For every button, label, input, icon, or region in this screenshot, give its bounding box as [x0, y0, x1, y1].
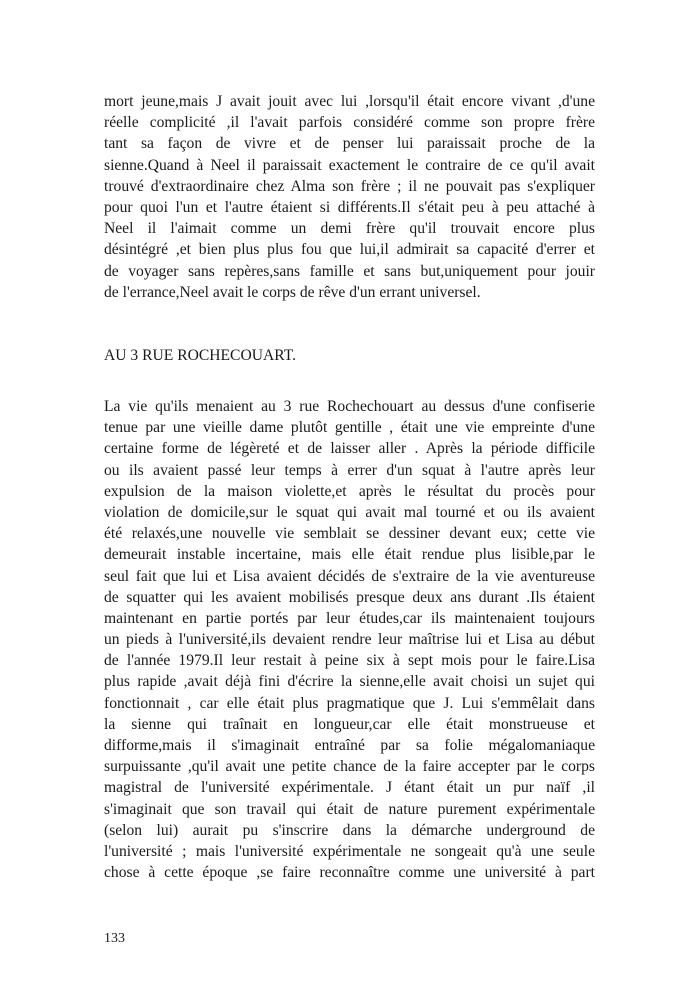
paragraph-line: mort jeune,mais J avait jouit avec lui ,lorsqu'il était encore vivant ,d'une: [104, 93, 595, 110]
paragraph-line: sienne.Quand à Neel il paraissait exactement le contraire de ce qu'il avait: [104, 156, 595, 174]
paragraph-line: un pieds à l'université,ils devaient rendre leur maîtrise lui et Lisa au début: [104, 631, 595, 649]
paragraph-line: trouvé d'extraordinaire chez Alma son frère ; il ne pouvait pas s'expliquer: [104, 177, 595, 195]
paragraph-line: chose à cette époque ,se faire reconnaître comme une université à part: [104, 864, 595, 882]
page-number: 133: [104, 931, 125, 946]
paragraph-line: fonctionnait , car elle était plus pragmatique que J. Lui s'emmêlait dans: [104, 694, 595, 712]
paragraph-line: magistral de l'université expérimentale. J étant était un pur naïf ,il: [104, 779, 595, 797]
paragraph-line: tenue par une vieille dame plutôt gentille , était une vie empreinte d'une: [104, 419, 595, 437]
paragraph-line: plus rapide ,avait déjà fini d'écrire la sienne,elle avait choisi un sujet qui: [104, 673, 595, 691]
paragraph-line: tant sa façon de vivre et de penser lui paraissait proche de la: [104, 135, 595, 153]
paragraph-line: violation de domicile,sur le squat qui avait mal tourné et ou ils avaient: [104, 503, 595, 521]
paragraph-line: demeurait instable incertaine, mais elle était rendue plus lisible,par le: [104, 546, 595, 564]
paragraph-line: désintégré ,et bien plus plus fou que lui,il admirait sa capacité d'errer et: [104, 241, 595, 259]
paragraph-line: maintenant en partie portés par leur études,car ils maintenaient toujours: [104, 609, 595, 627]
paragraph-line: certaine forme de légèreté et de laisser aller . Après la période difficile: [104, 440, 595, 458]
paragraph-line: surpuissante ,qu'il avait une petite chance de la faire accepter par le corps: [104, 758, 595, 776]
paragraph-line: de l'année 1979.Il leur restait à peine six à sept mois pour le faire.Lisa: [104, 652, 595, 670]
paragraph-line: réelle complicité ,il l'avait parfois considéré comme son propre frère: [104, 114, 595, 132]
paragraph-line: seul fait que lui et Lisa avaient décidés de s'extraire de la vie aventureuse: [104, 567, 595, 585]
paragraph-line: de squatter qui les avaient mobilisés presque deux ans durant .Ils étaient: [104, 588, 595, 606]
paragraph-1: [104, 91, 595, 303]
paragraph-line: été relaxés,une nouvelle vie semblait se dessiner devant eux; cette vie: [104, 525, 595, 543]
paragraph-line: s'imaginait que son travail qui était de nature purement expérimentale: [104, 800, 595, 818]
paragraph-line: la sienne qui traînait en longueur,car elle était monstrueuse et: [104, 715, 595, 733]
paragraph-line: (selon lui) aurait pu s'inscrire dans la démarche underground de: [104, 821, 595, 839]
paragraph-line: difforme,mais il s'imaginait entraîné par sa folie mégalomaniaque: [104, 737, 595, 754]
paragraph-line: l'université ; mais l'université expérimentale ne songeait qu'à une seule: [104, 842, 595, 860]
paragraph-line: de l'errance,Neel avait le corps de rêve d'un errant universel.: [104, 283, 481, 301]
paragraph-line: de voyager sans repères,sans famille et sans but,uniquement pour jouir: [104, 262, 595, 280]
paragraph-line: expulsion de la maison violette,et après le résultat du procès pour: [104, 482, 595, 500]
paragraph-line: La vie qu'ils menaient au 3 rue Rochechouart au dessus d'une confiserie: [104, 398, 595, 415]
paragraph-line: ou ils avaient passé leur temps à errer d'un squat à l'autre après leur: [104, 461, 595, 479]
section-heading: AU 3 RUE ROCHECOUART.: [104, 347, 296, 364]
paragraph-line: pour quoi l'un et l'autre étaient si différents.Il s'était peu à peu attaché à: [104, 198, 595, 216]
paragraph-line: Neel il l'aimait comme un demi frère qu'il trouvait encore plus: [104, 220, 595, 238]
paragraph-2: [104, 396, 595, 883]
